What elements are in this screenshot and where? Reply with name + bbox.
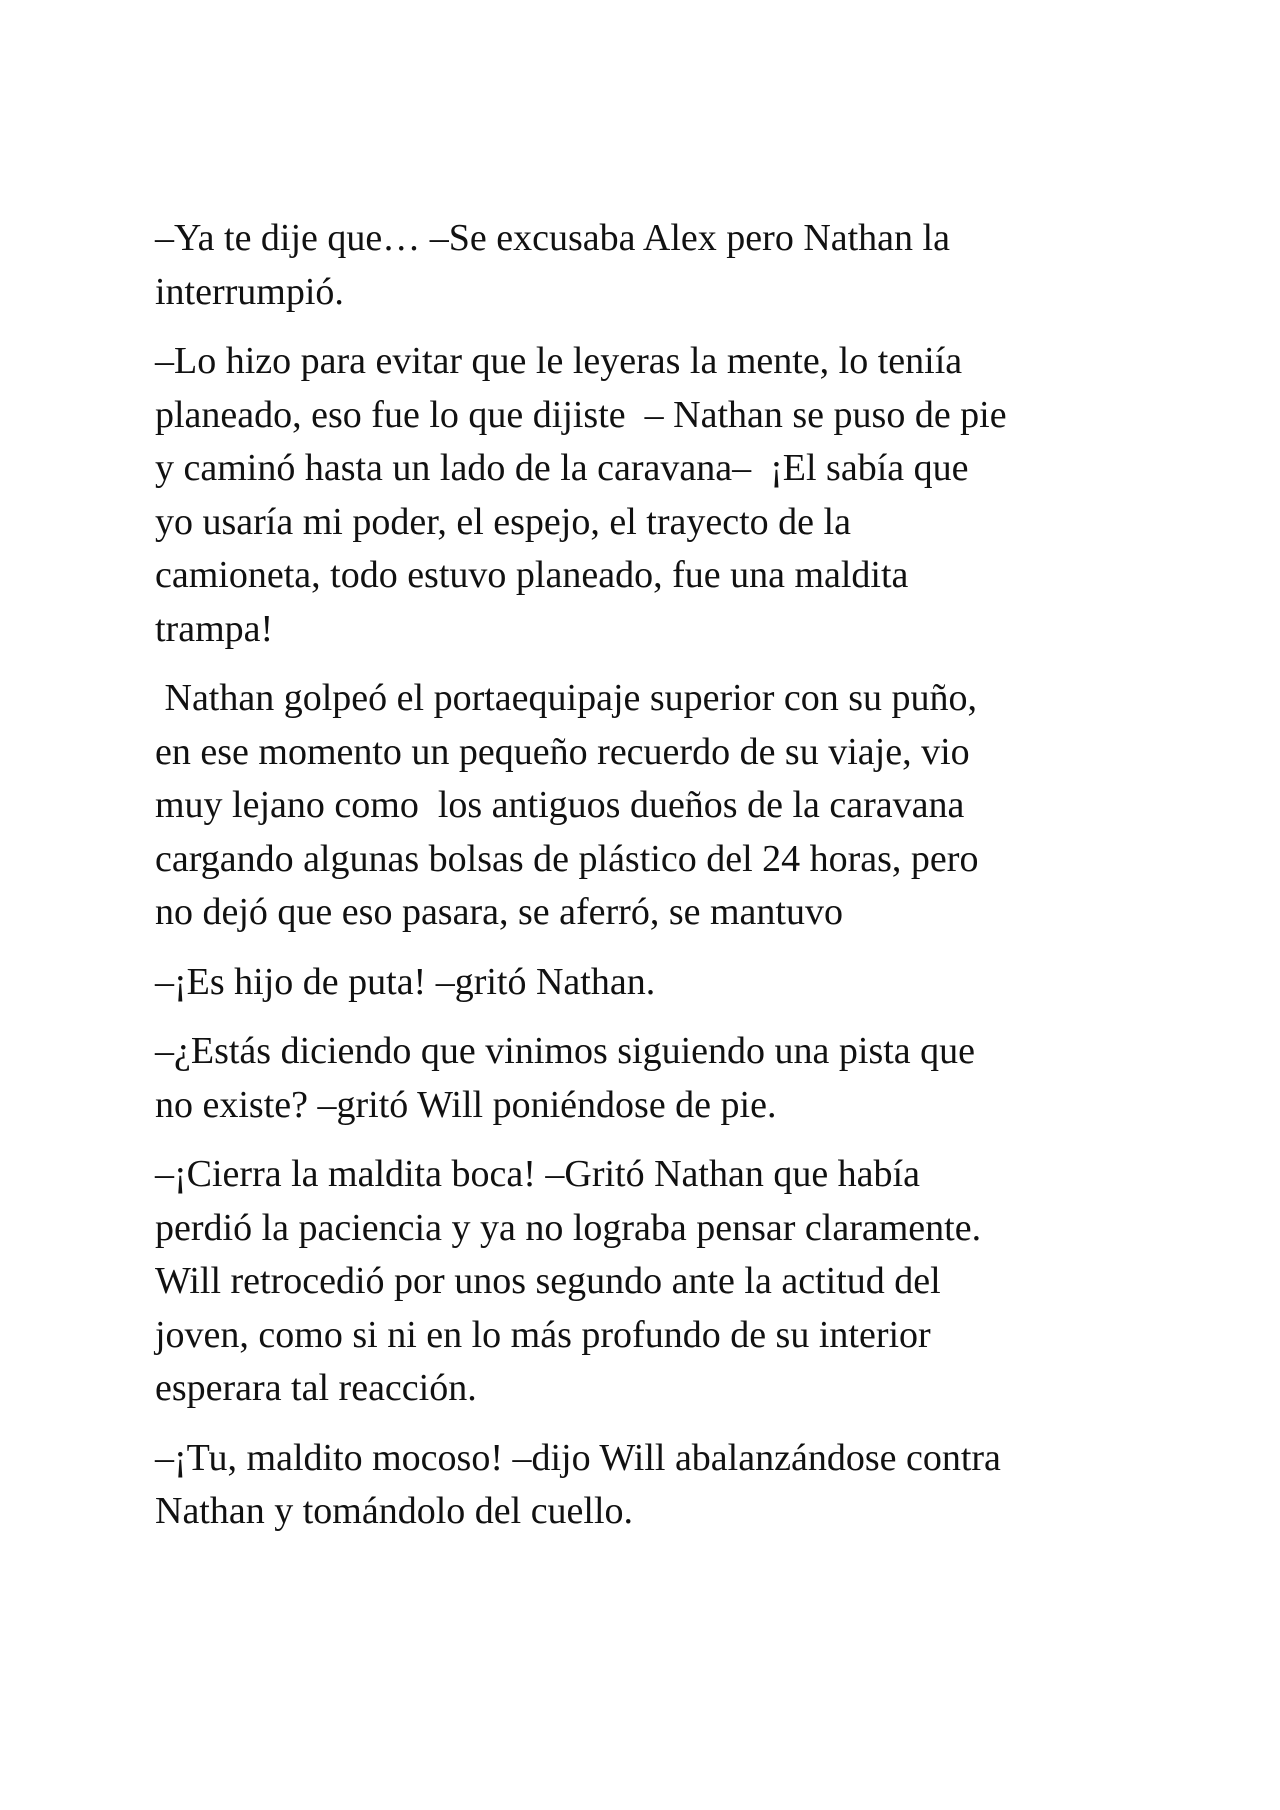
- body-text: [155, 212, 1135, 1555]
- paragraph: –¡Cierra la maldita boca! –Gritó Nathan que había perdió la paciencia y ya no lograba pensar claramente. Will retrocedió por unos segundo ante la actitud del joven, como si ni en lo más profundo de su interior esperara tal reacción.: [155, 1153, 982, 1409]
- paragraph: –¿Estás diciendo que vinimos siguiendo una pista que no existe? –gritó Will poniéndose de pie.: [155, 1030, 976, 1126]
- paragraph: –¡Es hijo de puta! –gritó Nathan.: [155, 960, 656, 1003]
- paragraph: –¡Tu, maldito mocoso! –dijo Will abalanzándose contra Nathan y tomándolo del cuello.: [155, 1436, 1001, 1532]
- paragraph: Nathan golpeó el portaequipaje superior con su puño, en ese momento un pequeño recuerdo de su viaje, vio muy lejano como los antiguos dueños de la caravana cargando algunas bolsas de plástico del 24 horas, pero no dejó que eso pasara, se aferró, se mantuvo: [155, 677, 979, 933]
- paragraph: –Lo hizo para evitar que le leyeras la mente, lo teniía planeado, eso fue lo que dijiste – Nathan se puso de pie y caminó hasta un lado de la caravana– ¡El sabía que yo usaría mi poder, el espejo, el trayecto de la camioneta, todo estuvo planeado, fue una maldita trampa!: [155, 340, 1007, 650]
- paragraph: –Ya te dije que… –Se excusaba Alex pero Nathan la interrumpió.: [155, 217, 950, 313]
